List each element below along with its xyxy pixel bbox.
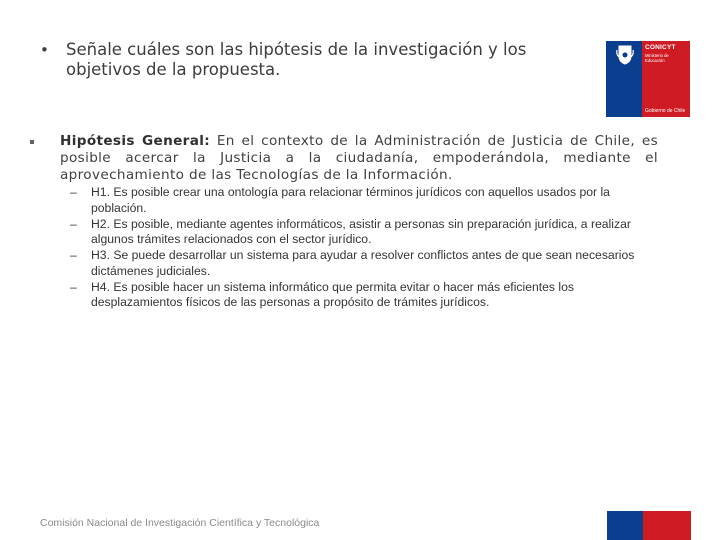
slide-question [40,40,585,80]
footer-text: Comisión Nacional de Investigación Científica y Tecnológica [40,517,320,529]
general-text-block [60,133,658,184]
general-bullet [30,140,34,144]
coat-of-arms-icon [616,44,634,66]
footer-flag [607,511,691,540]
hypothesis-dash: – [70,279,77,294]
hypothesis-item [70,280,658,311]
hypothesis-text: H2. Es posible, mediante agentes informáticos, asistir a personas sin preparación jurídica, a realizar algunos trámites relacionados con el sector jurídico. [91,216,631,246]
logo-red-band [642,41,690,117]
logo-government: Gobierno de Chile [645,108,686,114]
hypothesis-text: H1. Es posible crear una ontología para relacionar términos jurídicos con aquellos usados por la población. [91,185,610,215]
question-bullet: • [40,41,49,59]
hypothesis-item [70,217,658,248]
hypothesis-text: H4. Es posible hacer un sistema informático que permita evitar o hacer más eficientes los desplazamientos físicos de las personas a propósito de trámites jurídicos. [91,279,574,309]
hypotheses-list [70,185,658,311]
hypothesis-item [70,248,658,279]
hypothesis-dash: – [70,185,77,199]
footer-flag-red [643,511,691,540]
question-text: Señale cuáles son las hipótesis de la investigación y los objetivos de la propuesta. [66,40,527,79]
hypothesis-item [70,185,658,216]
hypothesis-dash: – [70,216,77,231]
general-label: Hipótesis General: [60,133,211,149]
hypothesis-dash: – [70,248,77,262]
general-text: En el contexto de la Administración de Justicia de Chile, es posible acercar la Justicia a la ciudadanía, empoderándola, mediante el aprovechamiento de las Tecnologías de la Información. [60,133,658,183]
general-hypothesis [30,133,658,184]
logo-ministry: Ministerio de Educación [645,53,669,63]
logo-org: CONICYT [645,44,676,51]
hypothesis-text: H3. Se puede desarrollar un sistema para ayudar a resolver conflictos antes de que sean necesarios dictámenes judiciales. [91,248,635,278]
footer-flag-blue [607,511,643,540]
